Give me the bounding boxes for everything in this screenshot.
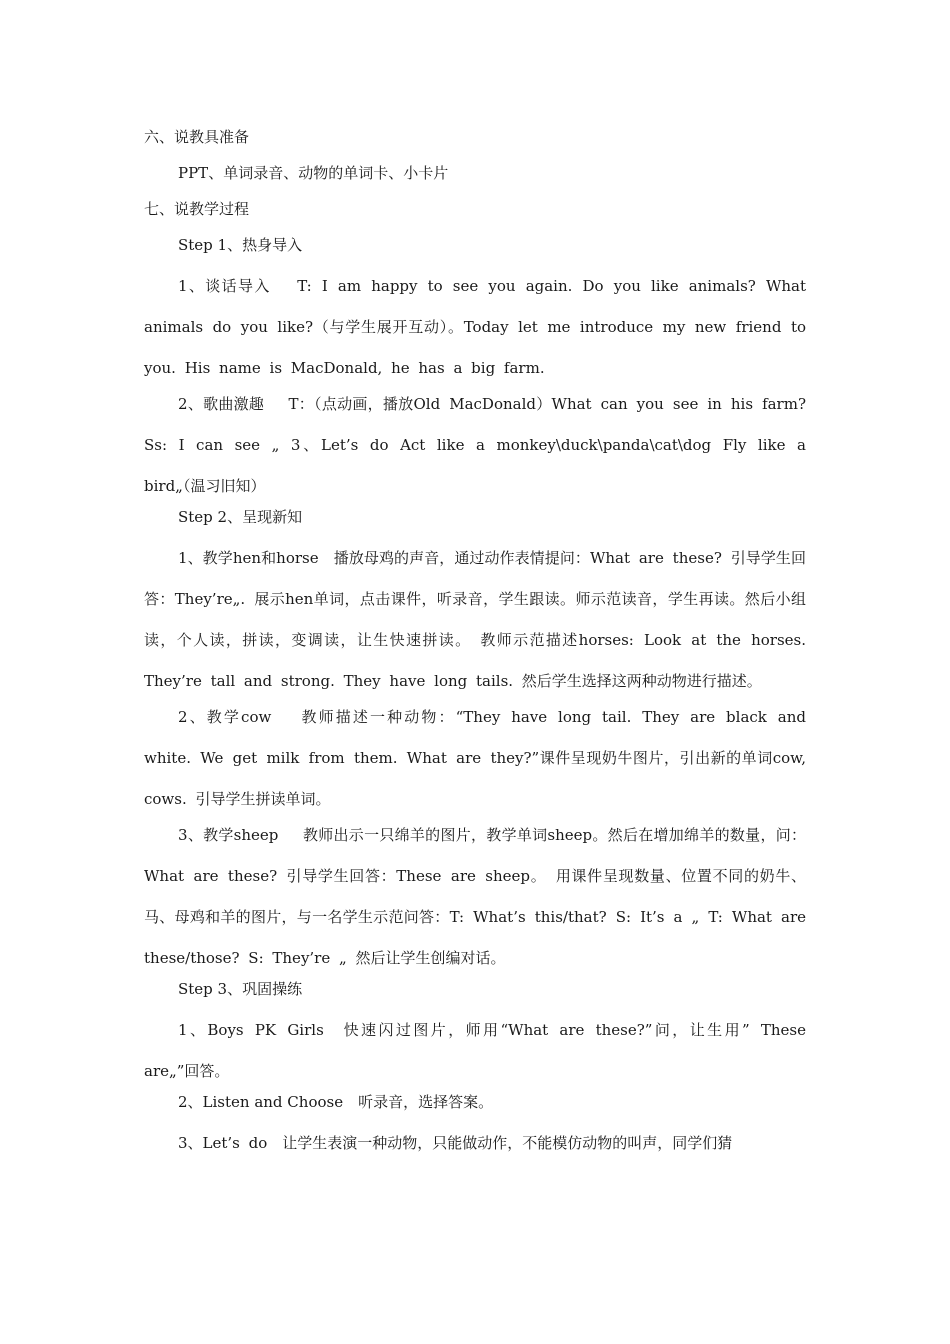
section-six-body: PPT、单词录音、动物的单词卡、小卡片	[178, 164, 449, 182]
step2-paragraph-2: 2、教学cow 教师描述一种动物：“They have long tail. They are black and white. We get milk from them. What are they?”课件呈现奶牛图片，引出新的单词cow, cows. 引导学生拼读单词。	[144, 708, 806, 808]
step3-paragraph-1: 1、Boys PK Girls 快速闪过图片，师用“What are these?”问，让生用” These are„”回答。	[144, 1021, 806, 1080]
section-six-heading: 六、说教具准备	[144, 128, 250, 146]
step2-heading: Step 2、呈现新知	[178, 508, 303, 526]
step2-paragraph-1: 1、教学hen和horse 播放母鸡的声音，通过动作表情提问：What are these? 引导学生回答：They’re„. 展示hen单词，点击课件，听录音，学生跟读。师示范读音，学生再读。然后小组读，个人读，拼读，变调读，让生快速拼读。 教师示范描述horses: Look at the horses. They’re tall and strong. They have long tails. 然后学生选择这两种动物进行描述。	[144, 549, 806, 690]
step3-paragraph-3: 3、Let’s do 让学生表演一种动物，只能做动作，不能模仿动物的叫声，同学们猜	[178, 1134, 733, 1152]
step2-paragraph-3: 3、教学sheep 教师出示一只绵羊的图片，教学单词sheep。然后在增加绵羊的数量，问：What are these? 引导学生回答：These are sheep。 用课件呈现数量、位置不同的奶牛、马、母鸡和羊的图片，与一名学生示范问答：T: What’s this/that? S: It’s a „ T: What are these/those? S: They’re „ 然后让学生创编对话。	[144, 826, 806, 967]
step1-paragraph-2: 2、歌曲激趣 T：（点动画，播放Old MacDonald）What can you see in his farm? Ss: I can see „ 3、Let’s do Act like a monkey\duck\panda\cat\dog Fly like a bird„（温习旧知）	[144, 395, 806, 495]
document-body	[144, 122, 806, 1159]
step3-heading: Step 3、巩固操练	[178, 980, 303, 998]
step1-heading: Step 1、热身导入	[178, 236, 303, 254]
section-seven-heading: 七、说教学过程	[144, 200, 250, 218]
step3-paragraph-2: 2、Listen and Choose 听录音，选择答案。	[178, 1093, 494, 1111]
step1-paragraph-1: 1、谈话导入 T: I am happy to see you again. Do you like animals? What animals do you like?（与学生展开互动）。Today let me introduce my new friend to you. His name is MacDonald, he has a big farm.	[144, 277, 806, 377]
